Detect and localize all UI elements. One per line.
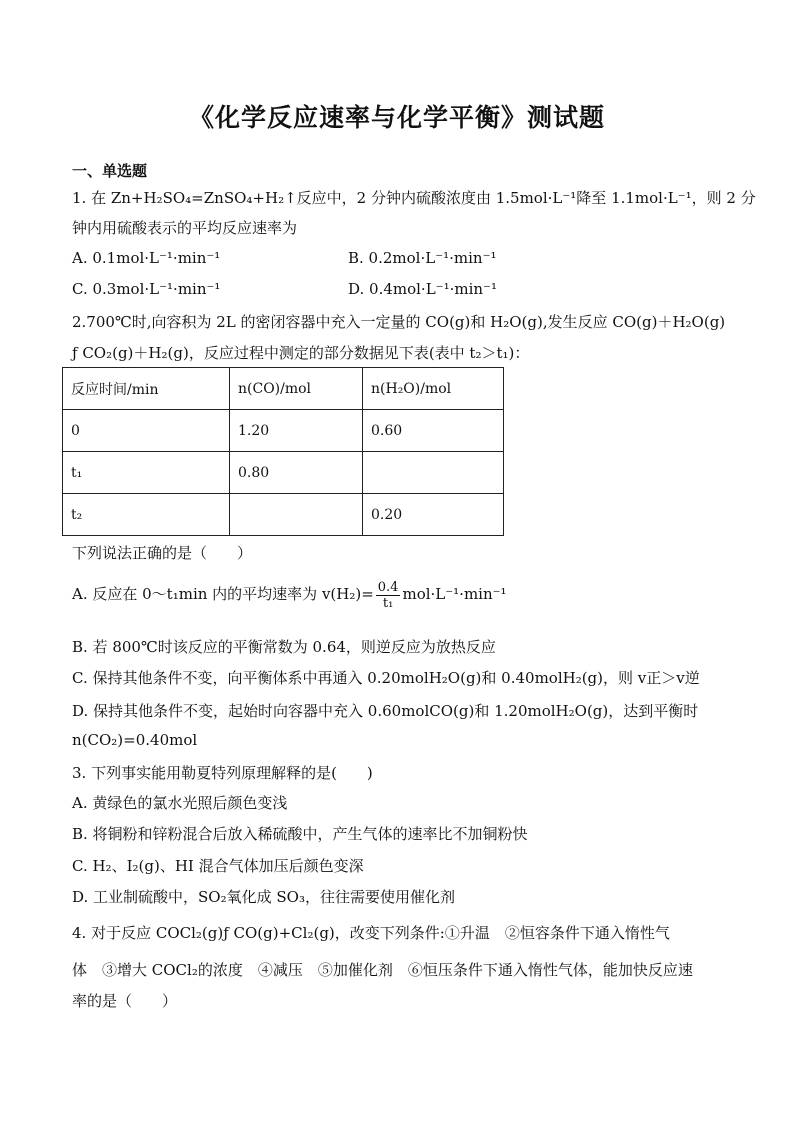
q1-option-d: D. 0.4mol·L⁻¹·min⁻¹ <box>348 280 497 298</box>
table-row <box>63 452 504 494</box>
q4-stem-line2: 体 ③增大 COCl₂的浓度 ④减压 ⑤加催化剂 ⑥恒压条件下通入惰性气体，能加快反应速 <box>72 961 693 979</box>
table-cell: 0.20 <box>363 494 504 536</box>
q1-option-b: B. 0.2mol·L⁻¹·min⁻¹ <box>348 249 497 267</box>
table-cell: t₂ <box>63 494 230 536</box>
q3-option-a: A. 黄绿色的氯水光照后颜色变浅 <box>72 794 288 812</box>
q2-option-d-line2: n(CO₂)=0.40mol <box>72 731 198 749</box>
q1-option-c: C. 0.3mol·L⁻¹·min⁻¹ <box>72 280 221 298</box>
page-title: 《化学反应速率与化学平衡》测试题 <box>188 103 605 132</box>
q2-option-a-text: A. 反应在 0～t₁min 内的平均速率为 v(H₂)= <box>72 585 374 603</box>
q1-option-a: A. 0.1mol·L⁻¹·min⁻¹ <box>72 249 221 267</box>
table-cell: 0.60 <box>363 410 504 452</box>
q2-option-b: B. 若 800℃时该反应的平衡常数为 0.64，则逆反应为放热反应 <box>72 638 496 656</box>
q2-option-c: C. 保持其他条件不变，向平衡体系中再通入 0.20molH₂O(g)和 0.40molH₂(g)，则 v正＞v逆 <box>72 669 700 687</box>
table-cell: 0 <box>63 410 230 452</box>
table-cell: 0.80 <box>230 452 363 494</box>
table-cell: t₁ <box>63 452 230 494</box>
q3-stem: 3. 下列事实能用勒夏特列原理解释的是( ) <box>72 764 373 782</box>
q3-option-d: D. 工业制硫酸中，SO₂氧化成 SO₃，往往需要使用催化剂 <box>72 888 455 906</box>
q1-stem-line2: 钟内用硫酸表示的平均反应速率为 <box>72 219 298 237</box>
q2-option-a-unit: mol·L⁻¹·min⁻¹ <box>402 585 507 603</box>
section-heading: 一、单选题 <box>72 162 148 180</box>
q2-question: 下列说法正确的是（ ） <box>72 544 253 562</box>
table-header-cell: n(CO)/mol <box>230 368 363 410</box>
table-cell <box>363 452 504 494</box>
fraction-denominator: t₁ <box>382 595 394 611</box>
q2-option-a <box>72 578 507 611</box>
q2-option-d-line1: D. 保持其他条件不变，起始时向容器中充入 0.60molCO(g)和 1.20molH₂O(g)，达到平衡时 <box>72 702 699 720</box>
table-row <box>63 410 504 452</box>
q2-stem-line2: ƒ CO₂(g)＋H₂(g)，反应过程中测定的部分数据见下表(表中 t₂＞t₁)： <box>72 344 530 362</box>
q3-option-b: B. 将铜粉和锌粉混合后放入稀硫酸中，产生气体的速率比不加铜粉快 <box>72 825 528 843</box>
fraction <box>376 580 401 611</box>
data-table <box>62 367 504 536</box>
table-header-cell: n(H₂O)/mol <box>363 368 504 410</box>
q2-stem-line1: 2.700℃时,向容积为 2L 的密闭容器中充入一定量的 CO(g)和 H₂O(g),发生反应 CO(g)＋H₂O(g) <box>72 313 726 331</box>
table-header-cell: 反应时间/min <box>63 368 230 410</box>
table-cell <box>230 494 363 536</box>
q3-option-c: C. H₂、I₂(g)、HI 混合气体加压后颜色变深 <box>72 857 364 875</box>
q4-stem-line1: 4. 对于反应 COCl₂(g)ƒ CO(g)+Cl₂(g)，改变下列条件:①升温 ②恒容条件下通入惰性气 <box>72 924 670 942</box>
fraction-numerator: 0.4 <box>377 579 399 595</box>
table-header-row <box>63 368 504 410</box>
q1-stem-line1: 1. 在 Zn+H₂SO₄=ZnSO₄+H₂↑反应中，2 分钟内硫酸浓度由 1.5mol·L⁻¹降至 1.1mol·L⁻¹，则 2 分 <box>72 189 756 207</box>
table-row <box>63 494 504 536</box>
q4-stem-line3: 率的是（ ） <box>72 992 178 1010</box>
table-cell: 1.20 <box>230 410 363 452</box>
